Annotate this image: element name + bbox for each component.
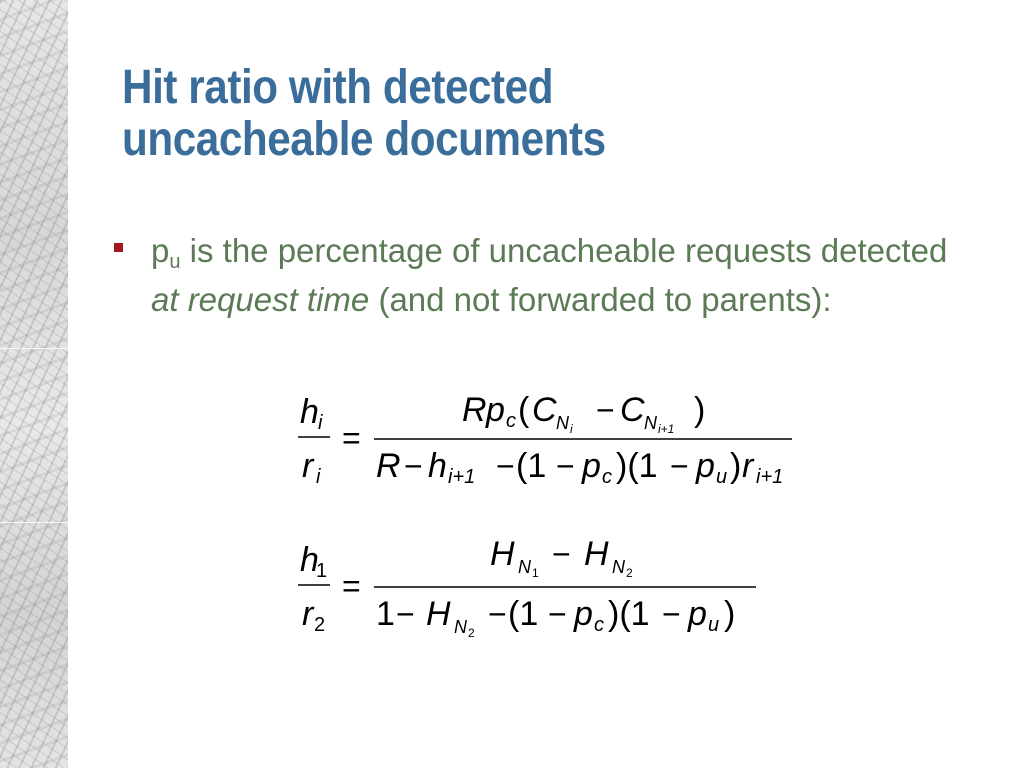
equation-hit-ratio-1 [290, 533, 810, 643]
marble-background-strip [0, 0, 68, 768]
eq1-lhs-num: h [300, 393, 319, 431]
eq2-den-minus3: − [548, 596, 567, 632]
bullet-marker-icon [114, 243, 123, 252]
eq1-num-N1: N [556, 413, 569, 433]
eq1-den-R: R [376, 447, 401, 485]
eq2-equals: = [342, 568, 361, 604]
eq1-den-close2: ) [730, 447, 742, 485]
eq2-lhs-den-sub: 2 [314, 614, 326, 636]
eq2-lhs-num: h [300, 541, 319, 579]
eq2-den-p1: p [574, 595, 593, 633]
eq1-den-minus2: − [496, 448, 515, 484]
eq1-den-open1: (1 [516, 447, 547, 485]
eq1-num-c-sub: c [506, 410, 516, 432]
eq1-num-open: ( [518, 391, 530, 429]
eq1-num-minus: − [596, 392, 615, 428]
bullet-text-part2: (and not forwarded to parents): [369, 281, 832, 318]
eq1-den-h-sub: i+1 [448, 466, 476, 488]
eq1-lhs-den-sub: i [316, 466, 321, 488]
eq2-den-N: N [454, 617, 467, 637]
eq1-den-r-sub: i+1 [756, 466, 784, 488]
eq1-den-h: h [428, 447, 447, 485]
bullet-text-part1: is the percentage of uncacheable requests detected [180, 232, 948, 269]
eq2-lhs-den: r [302, 595, 314, 633]
eq1-den-p1: p [582, 447, 601, 485]
eq2-num-H2: H [584, 535, 609, 573]
eq1-den-minus4: − [670, 448, 689, 484]
slide-title [122, 62, 879, 166]
eq2-den-close2: ) [724, 595, 736, 633]
eq1-num-close: ) [694, 391, 706, 429]
eq1-num-p: p [486, 391, 505, 429]
eq2-den-open1: (1 [508, 595, 539, 633]
eq2-num-N1: N [518, 557, 531, 577]
eq1-num-C1: C [532, 391, 557, 429]
bullet-paragraph [151, 226, 981, 324]
eq2-num-minus: − [552, 536, 571, 572]
eq1-den-c-sub: c [602, 466, 612, 488]
title-line-1: Hit ratio with detected [122, 61, 554, 114]
eq2-num-H1: H [490, 535, 515, 573]
bullet-variable-subscript: u [169, 251, 181, 273]
eq1-lhs-num-sub: i [318, 412, 323, 434]
eq1-den-p2: p [696, 447, 715, 485]
eq1-lhs-den: r [302, 447, 314, 485]
eq1-num-i2: i+1 [658, 422, 675, 436]
eq1-num-N2: N [644, 413, 657, 433]
eq2-den-H: H [426, 595, 451, 633]
eq2-den-p2: p [688, 595, 707, 633]
eq2-num-N2: N [612, 557, 625, 577]
eq1-den-close1: )(1 [616, 447, 658, 485]
eq1-den-r: r [742, 447, 754, 485]
eq2-den-u-sub: u [708, 614, 720, 636]
eq2-den-c-sub: c [594, 614, 604, 636]
eq1-equals: = [342, 420, 361, 456]
eq1-num-C2: C [620, 391, 645, 429]
eq1-den-minus3: − [556, 448, 575, 484]
eq2-den-one: 1 [376, 595, 395, 633]
title-line-2: uncacheable documents [122, 113, 606, 166]
eq2-den-s: 2 [468, 626, 475, 640]
bullet-variable-p: p [151, 232, 170, 269]
eq2-den-minus2: − [488, 596, 507, 632]
equation-hit-ratio-i [290, 385, 810, 495]
eq2-num-s1: 1 [532, 566, 539, 580]
eq2-lhs-num-sub: 1 [316, 560, 328, 582]
bullet-emphasis: at request time [151, 281, 370, 318]
eq2-den-minus4: − [662, 596, 681, 632]
eq2-den-close1: )(1 [608, 595, 650, 633]
eq1-den-minus1: − [404, 448, 423, 484]
eq2-num-s2: 2 [626, 566, 633, 580]
eq1-num-R: R [462, 391, 487, 429]
eq2-den-minus1: − [396, 596, 415, 632]
eq1-num-i1: i [570, 422, 573, 436]
eq1-den-u-sub: u [716, 466, 728, 488]
